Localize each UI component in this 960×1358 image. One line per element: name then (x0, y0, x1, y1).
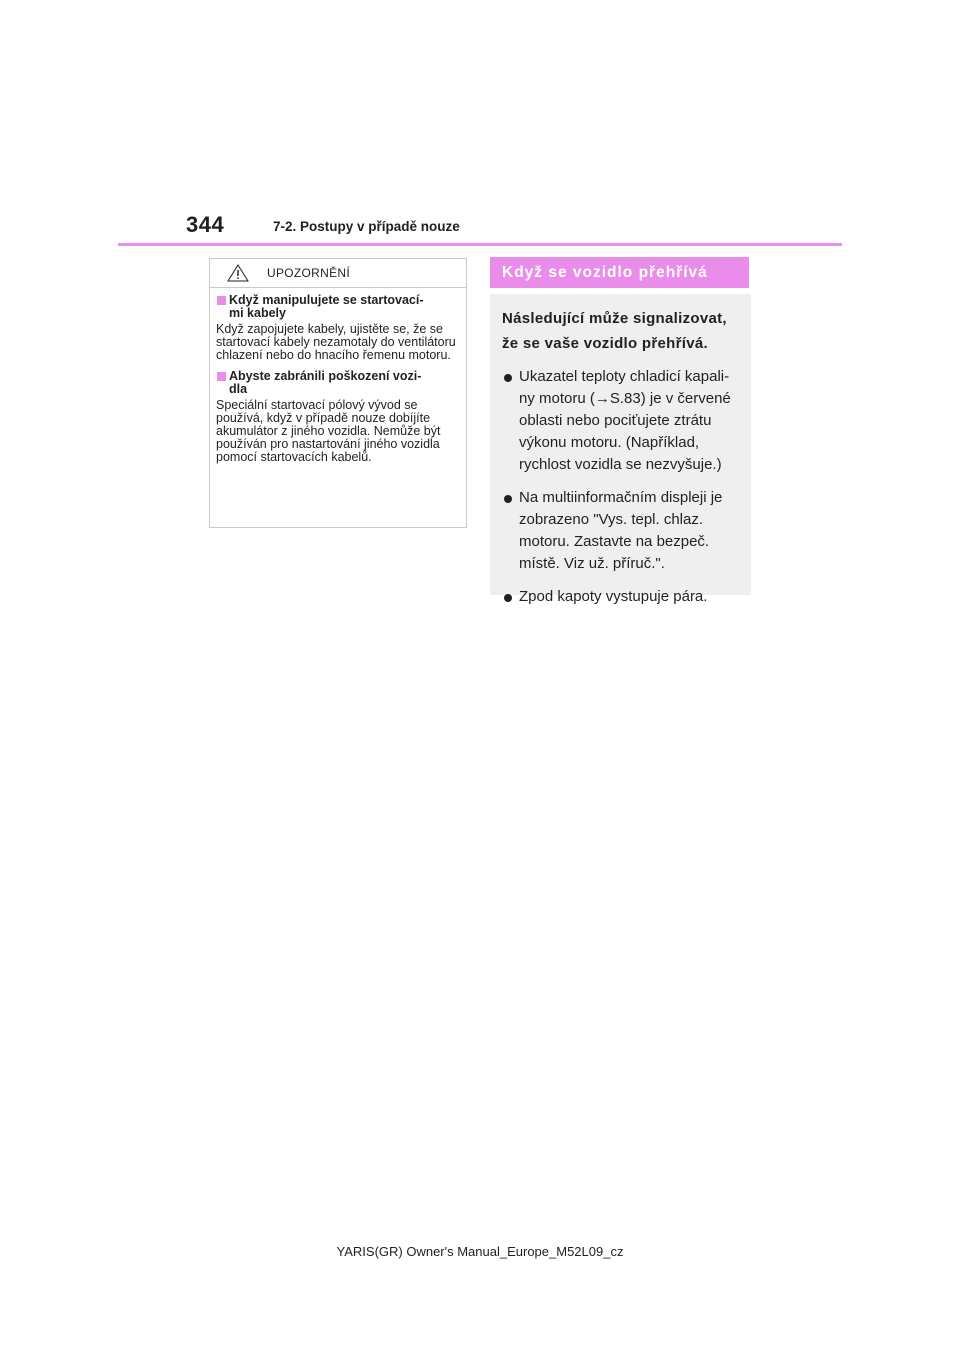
square-bullet-icon (217, 296, 226, 305)
caution-item-heading-line: dla (229, 382, 248, 396)
caution-title: UPOZORNĚNÍ (267, 266, 351, 280)
caution-box (209, 258, 467, 528)
square-bullet-icon (217, 372, 226, 381)
caution-body (210, 288, 466, 464)
caution-item (216, 294, 460, 362)
overheating-intro (502, 306, 741, 356)
bullet-line: ny motoru (→S.83) je v červené (519, 390, 731, 407)
caution-item-text: Když zapojujete kabely, ujistěte se, že se startovací kabely nezamotaly do ventilátoru chlazení nebo do hnacího řemenu motoru. (216, 322, 456, 362)
caution-item-heading-line: mi kabely (229, 306, 286, 320)
caution-item-heading-line: Abyste zabránili poškození vozi- (229, 369, 422, 383)
bullet-line: místě. Viz už. příruč.". (519, 555, 665, 572)
footer-manual-id: YARIS(GR) Owner's Manual_Europe_M52L09_cz (336, 1244, 624, 1259)
bullet-line: motoru. Zastavte na bezpeč. (519, 533, 710, 550)
bullet-item (502, 366, 741, 476)
section-title: 7-2. Postupy v případě nouze (273, 219, 460, 234)
overheating-content (490, 294, 751, 605)
bullet-line: oblasti nebo pociťujete ztrátu (519, 412, 712, 429)
bullet-dot-icon (504, 495, 512, 503)
caution-item-heading (216, 294, 460, 320)
bullet-line: Na multiinformačním displeji je (519, 489, 723, 506)
header-divider (118, 243, 842, 246)
caution-item-heading (216, 370, 460, 396)
caution-item-text: Speciální startovací pólový vývod se používá, když v případě nouze dobíjíte akumulátor z jiného vozidla. Nemůže být používán pro nastartování jiného vozidla pomocí startovacích kabelů. (216, 398, 441, 464)
warning-icon (227, 264, 249, 282)
caution-item-heading-line: Když manipulujete se startovací- (229, 293, 424, 307)
page-number: 344 (186, 212, 225, 237)
bullet-line: výkonu motoru. (Například, (519, 434, 700, 451)
overheating-banner (490, 257, 749, 288)
bullet-line: Ukazatel teploty chladicí kapali- (519, 368, 730, 385)
bullet-dot-icon (504, 374, 512, 382)
caution-item (216, 370, 460, 464)
intro-line: Následující může signalizovat, (502, 310, 727, 327)
caution-header (210, 259, 466, 288)
bullet-item (502, 586, 741, 608)
bullet-dot-icon (504, 594, 512, 602)
intro-line: že se vaše vozidlo přehřívá. (502, 335, 708, 352)
bullet-item (502, 487, 741, 575)
bullet-line: rychlost vozidla se nezvyšuje.) (519, 456, 722, 473)
bullet-line: zobrazeno "Vys. tepl. chlaz. (519, 511, 704, 528)
overheating-title: Když se vozidlo přehřívá (502, 263, 708, 281)
bullet-line: Zpod kapoty vystupuje pára. (519, 588, 708, 605)
